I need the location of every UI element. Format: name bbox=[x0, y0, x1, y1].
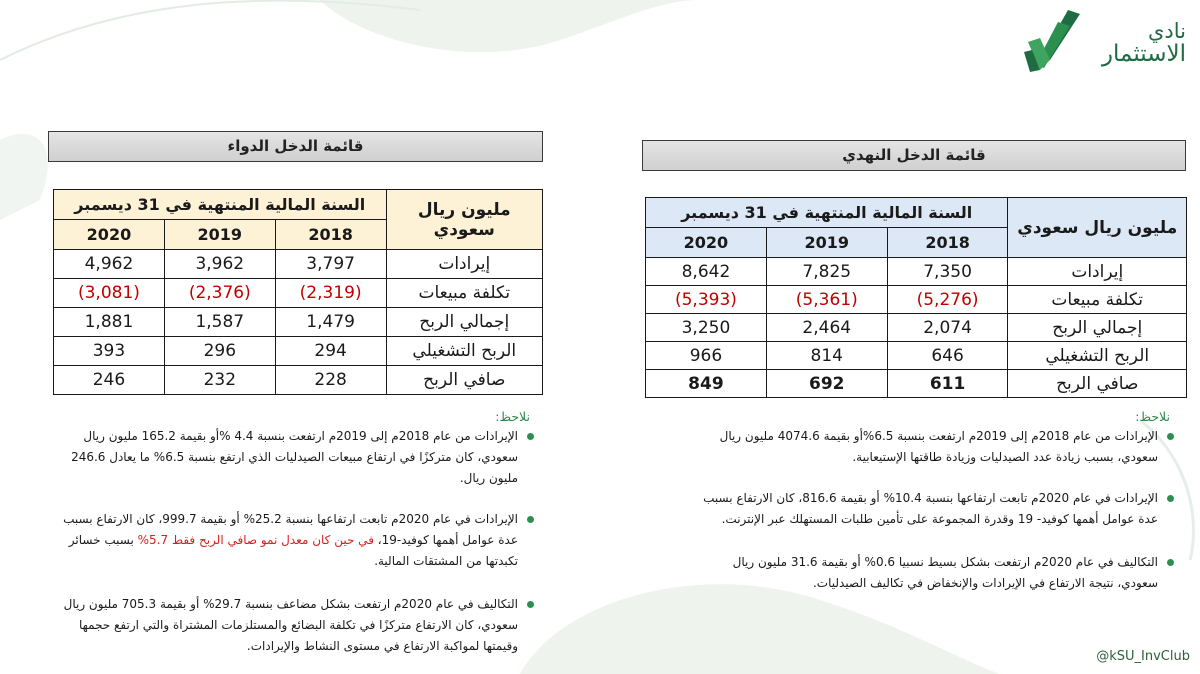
year-2020: 2020 bbox=[54, 220, 165, 250]
cell-value: (5,393) bbox=[646, 286, 767, 314]
table-row bbox=[54, 337, 543, 366]
table-row bbox=[646, 342, 1187, 370]
cell-value: 4,962 bbox=[54, 250, 165, 279]
bullet-icon bbox=[527, 601, 534, 608]
logo-mark-icon bbox=[1020, 8, 1082, 74]
table-row bbox=[54, 308, 543, 337]
year-2019: 2019 bbox=[766, 228, 887, 258]
cell-value: 228 bbox=[275, 366, 386, 395]
notes-title: نلاحظ: bbox=[1135, 409, 1170, 424]
cell-value: 1,881 bbox=[54, 308, 165, 337]
cell-value: 393 bbox=[54, 337, 165, 366]
note-item bbox=[700, 552, 1180, 594]
note-item bbox=[58, 426, 540, 489]
row-label-cost-of-sales: تكلفة مبيعات bbox=[386, 279, 542, 308]
row-label-operating-profit: الربح التشغيلي bbox=[386, 337, 542, 366]
row-label-cost-of-sales: تكلفة مبيعات bbox=[1008, 286, 1187, 314]
table-row bbox=[54, 279, 543, 308]
left-panel-title: قائمة الدخل الدواء bbox=[48, 131, 543, 162]
row-label-gross-profit: إجمالي الربح bbox=[386, 308, 542, 337]
cell-value: 814 bbox=[766, 342, 887, 370]
row-label-net-profit: صافي الربح bbox=[386, 366, 542, 395]
left-income-table bbox=[53, 189, 543, 395]
cell-value: 294 bbox=[275, 337, 386, 366]
cell-value: 611 bbox=[887, 370, 1008, 398]
note-text: الإيرادات من عام 2018م إلى 2019م ارتفعت بنسبة 6.5%أو بقيمة 4074.6 مليون ريال سعودي، بسبب زيادة عدد الصيدليات وزيادة طاقتها الإستيعابية. bbox=[719, 429, 1158, 464]
table-header-row bbox=[646, 198, 1187, 228]
cell-value: (3,081) bbox=[54, 279, 165, 308]
cell-value: 232 bbox=[164, 366, 275, 395]
note-text: الإيرادات في عام 2020م تابعت ارتفاعها بنسبة 25.2% أو بقيمة 999.7، كان الارتفاع بسبب عدة عوامل أهمها كوفيد-19، bbox=[63, 512, 518, 547]
left-notes bbox=[58, 408, 540, 657]
cell-value: 246 bbox=[54, 366, 165, 395]
row-label-gross-profit: إجمالي الربح bbox=[1008, 314, 1187, 342]
bullet-icon bbox=[1167, 495, 1174, 502]
note-text: الإيرادات من عام 2018م إلى 2019م ارتفعت بنسبة 4.4 %أو بقيمة 165.2 مليون ريال سعودي، كان متركزًا في ارتفاع مبيعات الصيدليات الذي ارتفع بنسبة 6.5% ما يعادل 246.6 مليون ريال. bbox=[71, 429, 518, 485]
period-label: السنة المالية المنتهية في 31 ديسمبر bbox=[646, 198, 1008, 228]
bullet-icon bbox=[527, 433, 534, 440]
logo-text bbox=[1102, 20, 1186, 66]
cell-value: 3,962 bbox=[164, 250, 275, 279]
cell-value: 7,350 bbox=[887, 258, 1008, 286]
cell-value: (5,361) bbox=[766, 286, 887, 314]
year-2019: 2019 bbox=[164, 220, 275, 250]
cell-value: 1,587 bbox=[164, 308, 275, 337]
cell-value: 3,797 bbox=[275, 250, 386, 279]
table-row bbox=[646, 370, 1187, 398]
right-notes bbox=[700, 408, 1180, 594]
cell-value: 1,479 bbox=[275, 308, 386, 337]
cell-value: 692 bbox=[766, 370, 887, 398]
bullet-icon bbox=[1167, 433, 1174, 440]
bg-curve-left bbox=[0, 134, 48, 220]
note-text: التكاليف في عام 2020م ارتفعت بشكل بسيط نسبيا 0.6% أو بقيمة 31.6 مليون ريال سعودي، نتيجة الارتفاع في الإيرادات والإنخفاض في تكاليف الصيدليات. bbox=[732, 555, 1158, 590]
table-header-row bbox=[54, 190, 543, 220]
table-row bbox=[646, 286, 1187, 314]
note-item bbox=[58, 509, 540, 572]
row-label-revenue: إيرادات bbox=[386, 250, 542, 279]
note-item bbox=[700, 488, 1180, 530]
note-text-tail: بسبب خسائر تكبدتها من المشتقات المالية. bbox=[68, 533, 518, 568]
cell-value: (5,276) bbox=[887, 286, 1008, 314]
cell-value: (2,376) bbox=[164, 279, 275, 308]
notes-title: نلاحظ: bbox=[495, 409, 530, 424]
cell-value: 2,074 bbox=[887, 314, 1008, 342]
row-label-operating-profit: الربح التشغيلي bbox=[1008, 342, 1187, 370]
cell-value: (2,319) bbox=[275, 279, 386, 308]
table-row bbox=[54, 366, 543, 395]
unit-label: مليون ريال سعودي bbox=[386, 190, 542, 250]
club-logo bbox=[996, 8, 1186, 78]
year-2018: 2018 bbox=[887, 228, 1008, 258]
note-item bbox=[58, 594, 540, 657]
cell-value: 8,642 bbox=[646, 258, 767, 286]
cell-value: 296 bbox=[164, 337, 275, 366]
cell-value: 966 bbox=[646, 342, 767, 370]
right-panel-title: قائمة الدخل النهدي bbox=[642, 140, 1186, 171]
table-row bbox=[54, 250, 543, 279]
note-highlight: في حين كان معدل نمو صافي الربح فقط 5.7% bbox=[137, 533, 378, 547]
bullet-icon bbox=[1167, 559, 1174, 566]
right-income-table bbox=[645, 197, 1187, 398]
note-text: التكاليف في عام 2020م ارتفعت بشكل مضاعف بنسبة 29.7% أو بقيمة 705.3 مليون ريال سعودي، كان الارتفاع متركزًا في تكلفة البضائع والمستلزمات المشتراة والتي ارتفع حجمها وقيمتها لمواكبة الارتفاع في مستوى النشاط والإيرادات. bbox=[63, 597, 518, 653]
unit-label: مليون ريال سعودي bbox=[1008, 198, 1187, 258]
logo-line2: الاستثمار bbox=[1101, 41, 1186, 68]
table-row bbox=[646, 258, 1187, 286]
cell-value: 2,464 bbox=[766, 314, 887, 342]
year-2020: 2020 bbox=[646, 228, 767, 258]
period-label: السنة المالية المنتهية في 31 ديسمبر bbox=[54, 190, 387, 220]
cell-value: 849 bbox=[646, 370, 767, 398]
logo-line1: نادي bbox=[1147, 19, 1186, 43]
cell-value: 3,250 bbox=[646, 314, 767, 342]
cell-value: 7,825 bbox=[766, 258, 887, 286]
table-row bbox=[646, 314, 1187, 342]
row-label-revenue: إيرادات bbox=[1008, 258, 1187, 286]
bg-curve-top bbox=[320, 0, 700, 52]
year-2018: 2018 bbox=[275, 220, 386, 250]
row-label-net-profit: صافي الربح bbox=[1008, 370, 1187, 398]
note-text: الإيرادات في عام 2020م تابعت ارتفاعها بنسبة 10.4% أو بقيمة 816.6، كان الارتفاع بسبب عدة عوامل أهمها كوفيد- 19 وقدرة المجموعة على تأمين طلبات المستهلك عبر الإنترنت. bbox=[703, 491, 1158, 526]
social-handle: @kSU_InvClub bbox=[1096, 649, 1190, 664]
bullet-icon bbox=[527, 516, 534, 523]
note-item bbox=[700, 426, 1180, 468]
cell-value: 646 bbox=[887, 342, 1008, 370]
bg-curve-bottom bbox=[520, 584, 1000, 674]
